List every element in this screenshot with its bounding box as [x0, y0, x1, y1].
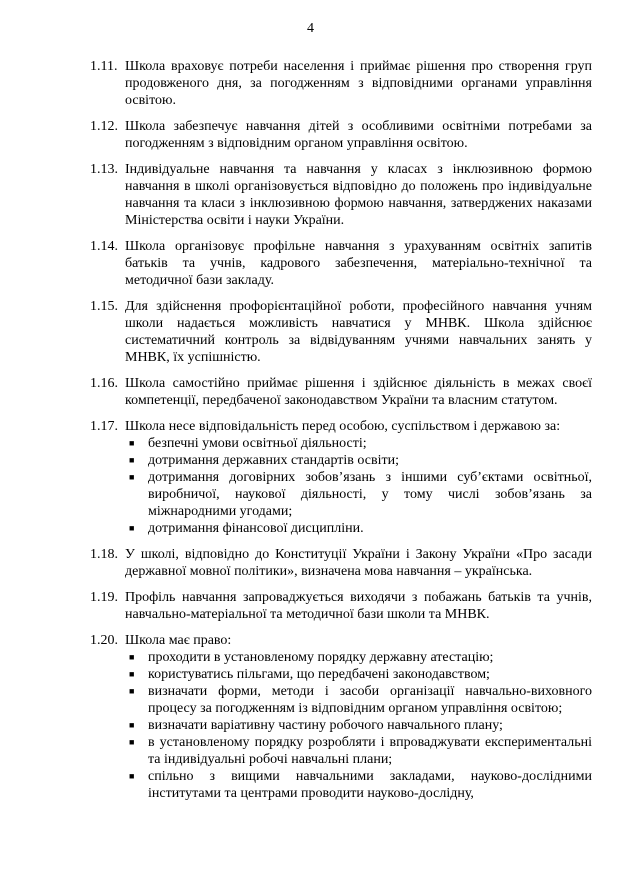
- clause-number: 1.12.: [90, 119, 118, 134]
- clause-text: Індивідуальне навчання та навчання у класах з інклюзивною формою навчання в школі організовується відповідно до положень про індивідуальне навчання та класи з інклюзивною формою навчання, затверджених наказами Міністерства освіти і науки України.: [125, 162, 592, 228]
- list-item: ■ безпечні умови освітньої діяльності;: [129, 436, 367, 451]
- clause-text: Школа несе відповідальність перед особою, суспільством і державою за:: [125, 419, 561, 434]
- list-item: ■ визначати форми, методи і засоби організації навчально-виховного процесу за погодженням із відповідним органом управління освітою;: [129, 684, 592, 716]
- clause-text: У школі, відповідно до Конституції України і Закону України «Про засади державної мовної політики», визначена мова навчання – українська.: [125, 547, 592, 579]
- square-bullet-icon: ■: [129, 686, 135, 696]
- square-bullet-icon: ■: [129, 720, 135, 730]
- clause-1-12: [90, 118, 592, 152]
- list-item: ■ дотримання фінансової дисципліни.: [129, 521, 364, 536]
- square-bullet-icon: ■: [129, 523, 135, 533]
- clause-1-16: [90, 375, 592, 409]
- clause-text: Школа має право:: [125, 633, 232, 648]
- clause-text: Школа забезпечує навчання дітей з особливими освітніми потребами за погодженням з відповідним органом управління освітою.: [125, 119, 592, 151]
- page-number: 4: [307, 21, 314, 36]
- clause-number: 1.20.: [90, 633, 118, 648]
- square-bullet-icon: ■: [129, 652, 135, 662]
- clause-number: 1.18.: [90, 547, 118, 562]
- bullet-list: [125, 649, 592, 802]
- square-bullet-icon: ■: [129, 455, 135, 465]
- clause-1-15: [90, 298, 592, 366]
- list-item: ■ проходити в установленому порядку державну атестацію;: [129, 650, 494, 665]
- clause-1-19: [90, 589, 592, 623]
- clause-number: 1.15.: [90, 299, 118, 314]
- clause-1-14: [90, 238, 592, 289]
- clause-number: 1.19.: [90, 590, 118, 605]
- document-body: [90, 58, 592, 811]
- clause-text: Школа організовує профільне навчання з урахуванням освітніх запитів батьків та учнів, кадрового забезпечення, матеріально-технічної та методичної бази закладу.: [125, 239, 592, 288]
- clause-1-17: [90, 418, 592, 537]
- clause-1-13: [90, 161, 592, 229]
- clause-number: 1.11.: [90, 59, 118, 74]
- square-bullet-icon: ■: [129, 669, 135, 679]
- clause-text: Школа самостійно приймає рішення і здійснює діяльність в межах своєї компетенції, передбаченої законодавством України та власним статутом.: [125, 376, 592, 408]
- square-bullet-icon: ■: [129, 438, 135, 448]
- list-item: ■ визначати варіативну частину робочого навчального плану;: [129, 718, 503, 733]
- list-item: ■ дотримання договірних зобов’язань з іншими суб’єктами освітньої, виробничої, наукової діяльності, у тому числі зобов’язань за міжнародними угодами;: [129, 470, 592, 519]
- square-bullet-icon: ■: [129, 771, 135, 781]
- list-item: ■ дотримання державних стандартів освіти;: [129, 453, 399, 468]
- clause-text: Школа враховує потреби населення і приймає рішення про створення груп продовженого дня, за погодженням з відповідними органами управління освітою.: [125, 59, 592, 108]
- clause-number: 1.14.: [90, 239, 118, 254]
- clause-1-18: [90, 546, 592, 580]
- list-item: ■ в установленому порядку розробляти і впроваджувати експериментальні та індивідуальні робочі навчальні плани;: [129, 735, 592, 767]
- clause-text: Для здійснення профорієнтаційної роботи, професійного навчання учням школи надається можливість навчатися у МНВК. Школа здійснює систематичний контроль за відвідуванням учнями навчальних занять у МНВК, їх успішністю.: [125, 299, 592, 365]
- list-item: ■ спільно з вищими навчальними закладами, науково-дослідними інститутами та центрами проводити науково-дослідну,: [129, 769, 592, 801]
- clause-number: 1.16.: [90, 376, 118, 391]
- clause-number: 1.17.: [90, 419, 118, 434]
- clause-number: 1.13.: [90, 162, 118, 177]
- clause-1-20: [90, 632, 592, 802]
- list-item: ■ користуватись пільгами, що передбачені законодавством;: [129, 667, 490, 682]
- bullet-list: [125, 435, 592, 537]
- square-bullet-icon: ■: [129, 737, 135, 747]
- square-bullet-icon: ■: [129, 472, 135, 482]
- clause-1-11: [90, 58, 592, 109]
- clause-text: Профіль навчання запроваджується виходячи з побажань батьків та учнів, навчально-матеріальної та методичної бази школи та МНВК.: [125, 590, 592, 622]
